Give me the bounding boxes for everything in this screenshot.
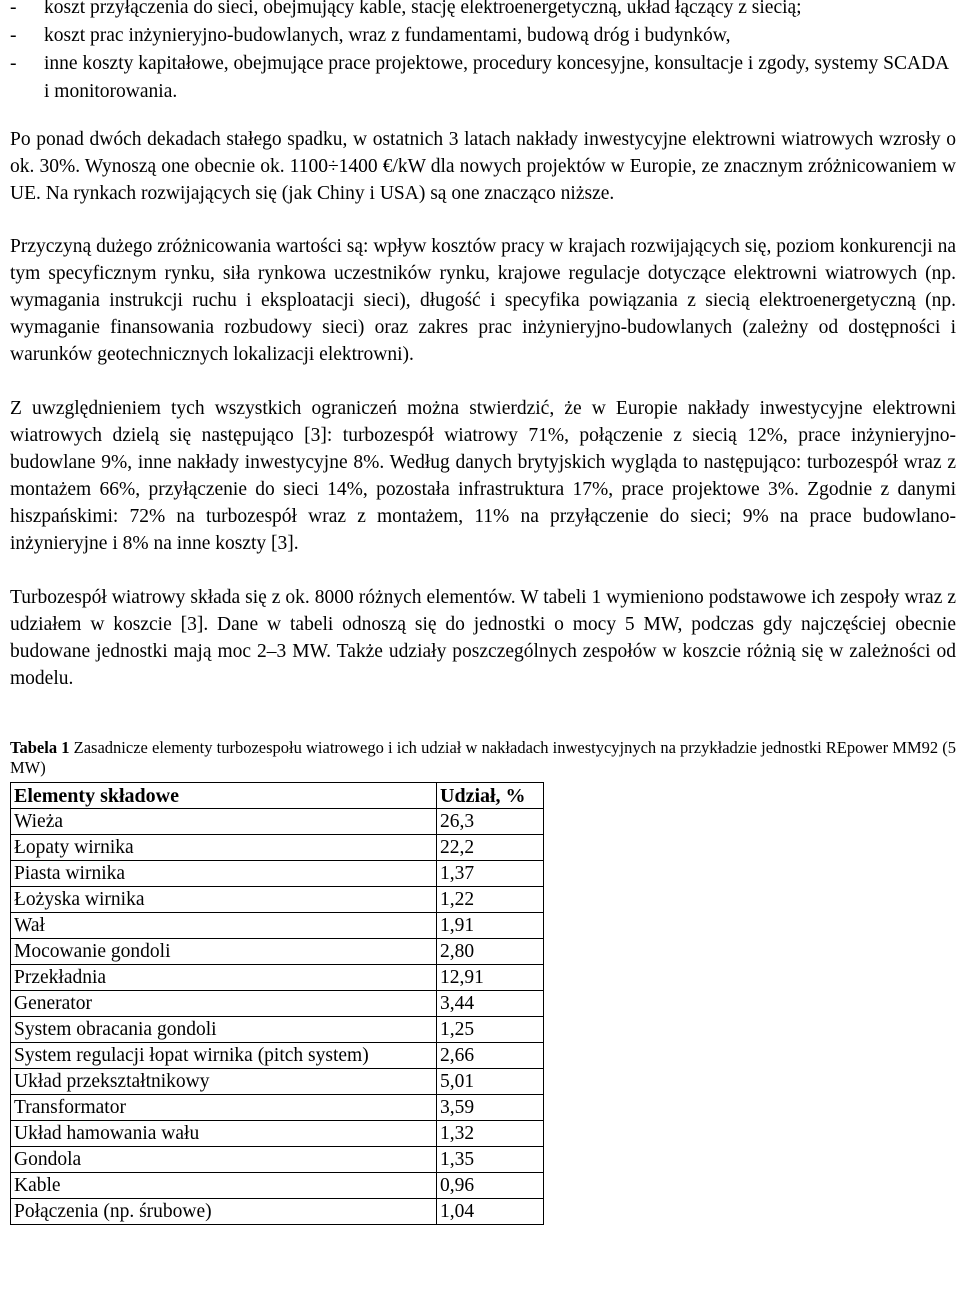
cost-bullet-list [10,0,956,106]
element-name-cell: Połączenia (np. śrubowe) [11,1199,437,1225]
share-value-cell: 12,91 [437,965,544,991]
share-value-cell: 26,3 [437,809,544,835]
bullet-marker: - [10,25,17,46]
bullet-item [10,50,956,106]
share-value-cell: 1,91 [437,913,544,939]
table-row [11,913,544,939]
table-row [11,1017,544,1043]
share-value-cell: 1,32 [437,1121,544,1147]
share-value-cell: 3,59 [437,1095,544,1121]
share-value-cell: 1,25 [437,1017,544,1043]
share-value-cell: 2,80 [437,939,544,965]
element-name-cell: Łopaty wirnika [11,835,437,861]
element-name-cell: Generator [11,991,437,1017]
element-name-cell: Kable [11,1173,437,1199]
bullet-text: koszt przyłączenia do sieci, obejmujący kable, stację elektroenergetyczną, układ łączący z siecią; [44,0,802,18]
paragraph-investment-costs: Po ponad dwóch dekadach stałego spadku, w ostatnich 3 latach nakłady inwestycyjne elektrowni wiatrowych wzrosły o ok. 30%. Wynoszą one obecnie ok. 1100÷1400 €/kW dla nowych projektów w Europie, ze znacznym zróżnicowaniem w UE. Na rynkach rozwijających się (jak Chiny i USA) są one znacząco niższe. [10,129,956,204]
element-name-cell: Przekładnia [11,965,437,991]
table-row [11,1069,544,1095]
element-name-cell: Gondola [11,1147,437,1173]
share-value-cell: 1,37 [437,861,544,887]
element-name-cell: Wał [11,913,437,939]
element-name-cell: Piasta wirnika [11,861,437,887]
table-row [11,1121,544,1147]
table-row [11,991,544,1017]
bullet-text: inne koszty kapitałowe, obejmujące prace projektowe, procedury koncesyjne, konsultacje i zgody, systemy SCADA i monitorowania. [44,53,949,102]
bullet-text: koszt prac inżynieryjno-budowlanych, wraz z fundamentami, budową dróg i budynków, [44,25,731,46]
share-value-cell: 3,44 [437,991,544,1017]
table-row [11,1173,544,1199]
share-value-cell: 0,96 [437,1173,544,1199]
element-name-cell: System regulacji łopat wirnika (pitch system) [11,1043,437,1069]
column-header-share: Udział, % [437,783,544,809]
table-row [11,1147,544,1173]
paragraph-turbine-elements: Turbozespół wiatrowy składa się z ok. 8000 różnych elementów. W tabeli 1 wymieniono podstawowe ich zespoły wraz z udziałem w koszcie [3]. Dane w tabeli odnoszą się do jednostki o mocy 5 MW, podczas gdy najczęściej obecnie budowane jednostki mają moc 2–3 MW. Także udziały poszczególnych zespołów w koszcie różnią się w zależności od modelu. [10,587,956,689]
table-caption-text: Zasadnicze elementy turbozespołu wiatrowego i ich udział w nakładach inwestycyjnych na przykładzie jednostki REpower MM92 (5 MW) [10,738,957,777]
share-value-cell: 2,66 [437,1043,544,1069]
table-row [11,887,544,913]
table-row [11,1095,544,1121]
share-value-cell: 1,04 [437,1199,544,1225]
bullet-item [10,22,956,50]
share-value-cell: 1,35 [437,1147,544,1173]
element-name-cell: Łożyska wirnika [11,887,437,913]
column-header-elements: Elementy składowe [11,783,437,809]
bullet-item [10,0,956,22]
element-name-cell: Układ hamowania wału [11,1121,437,1147]
element-name-cell: Układ przekształtnikowy [11,1069,437,1095]
paragraph-cost-differences: Przyczyną dużego zróżnicowania wartości są: wpływ kosztów pracy w krajach rozwijających się, poziom konkurencji na tym specyficznym rynku, siła rynkowa uczestników rynku, krajowe regulacje dotyczące elektrowni wiatrowych (np. wymagania instrukcji ruchu i eksploatacji sieci), długość i specyfika powiązania z siecią elektroenergetyczną (np. wymaganie finansowania rozbudowy sieci) oraz zakres prac inżynieryjno-budowlanych (zależny od dostępności i warunków geotechnicznych lokalizacji elektrowni). [10,236,956,365]
table-row [11,861,544,887]
table-row [11,1199,544,1225]
share-value-cell: 5,01 [437,1069,544,1095]
element-name-cell: Wieża [11,809,437,835]
element-name-cell: System obracania gondoli [11,1017,437,1043]
table-row [11,965,544,991]
element-name-cell: Transformator [11,1095,437,1121]
table-row [11,1043,544,1069]
bullet-marker: - [10,53,17,74]
share-value-cell: 22,2 [437,835,544,861]
table-row [11,835,544,861]
table-row [11,939,544,965]
table-caption-label: Tabela 1 [10,738,70,757]
bullet-marker: - [10,0,17,18]
table-caption [10,738,956,778]
share-value-cell: 1,22 [437,887,544,913]
cost-share-table [10,782,544,1225]
table-header-row [11,783,544,809]
paragraph-cost-breakdown: Z uwzględnieniem tych wszystkich ograniczeń można stwierdzić, że w Europie nakłady inwestycyjne elektrowni wiatrowych dzielą się następująco [3]: turbozespół wiatrowy 71%, połączenie z siecią 12%, prace inżynieryjno-budowlane 9%, inne nakłady inwestycyjne 8%. Według danych brytyjskich wygląda to następująco: turbozespół wraz z montażem 66%, przyłączenie do sieci 14%, pozostała infrastruktura 17%, prace projektowe 3%. Zgodnie z danymi hiszpańskimi: 72% na turbozespół wraz z montażem, 11% na przyłączenie do sieci; 9% na prace budowlano-inżynieryjne i 8% na inne koszty [3]. [10,398,956,554]
document-page [10,0,956,1225]
element-name-cell: Mocowanie gondoli [11,939,437,965]
table-row [11,809,544,835]
